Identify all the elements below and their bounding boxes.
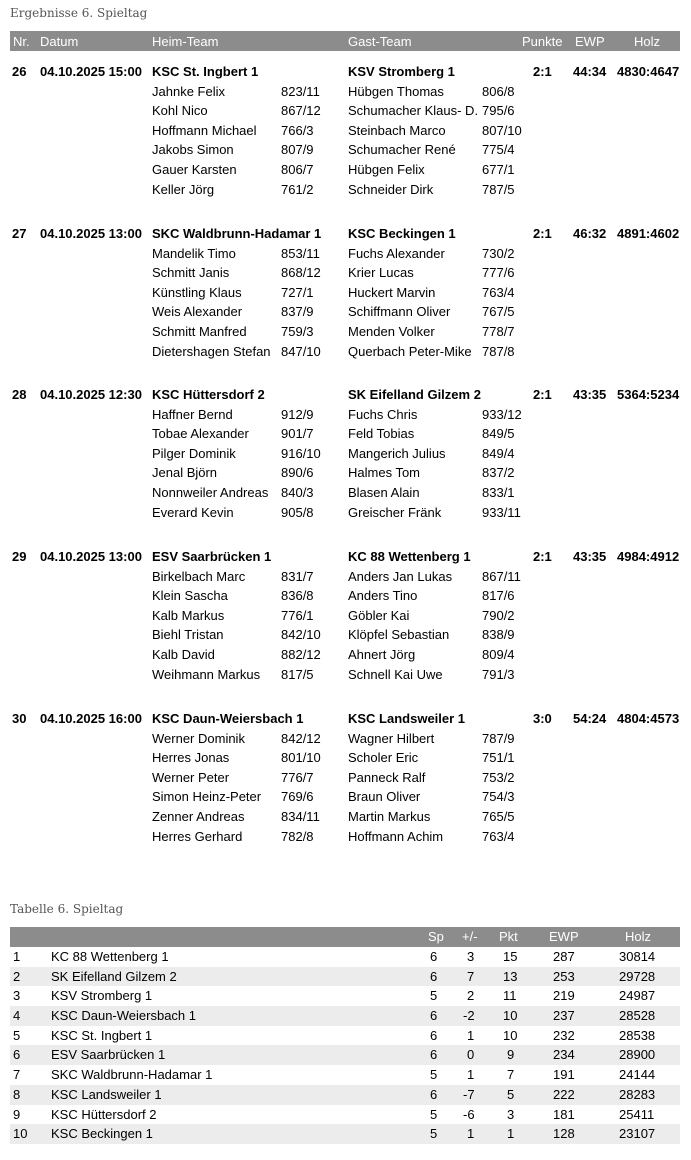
cell-ewp: 287 [553,949,575,964]
cell-diff: 1 [467,1126,475,1142]
home-player-name: Haffner Bernd [152,407,233,422]
home-player-name: Mandelik Timo [152,246,236,261]
away-player-name: Querbach Peter-Mike [348,344,472,359]
col-holz-table: Holz [625,929,652,944]
cell-diff: -6 [463,1106,475,1122]
home-player-name: Jenal Björn [152,465,218,480]
home-player-name: Werner Peter [152,770,230,785]
away-player-name: Scholer Eric [348,750,419,765]
away-team: KSV Stromberg 1 [348,64,455,79]
match-holz: 4984:4912 [617,549,680,564]
col-ewp: EWP [575,34,605,49]
match-ewp: 43:35 [573,387,607,402]
standings-table [10,927,680,1144]
match-ewp: 46:32 [573,226,607,241]
away-player-score: 767/5 [482,304,515,319]
away-team: KC 88 Wettenberg 1 [348,549,471,564]
home-player-name: Birkelbach Marc [152,569,246,584]
cell-rank: 10 [13,1126,28,1142]
cell-team-name: KSC Beckingen 1 [51,1126,153,1142]
home-player-name: Herres Jonas [152,750,230,765]
home-player-name: Tobae Alexander [152,426,249,441]
home-player-score: 867/12 [281,103,321,118]
cell-rank: 6 [13,1047,21,1063]
away-player-name: Panneck Ralf [348,770,426,785]
match-holz: 4830:4647 [617,64,680,79]
cell-diff: 2 [467,988,475,1004]
home-player-score: 776/1 [281,608,314,623]
away-player-name: Hübgen Felix [348,162,425,177]
cell-points: 1 [507,1126,515,1142]
cell-rank: 9 [13,1106,21,1122]
match-ewp: 44:34 [573,64,607,79]
match-date: 04.10.2025 13:00 [40,549,142,564]
cell-points: 9 [507,1047,515,1063]
home-player-score: 782/8 [281,829,314,844]
away-player-score: 795/6 [482,103,515,118]
table-title: Tabelle 6. Spieltag [10,902,124,916]
cell-holz: 24987 [619,988,656,1004]
home-player-name: Kalb Markus [152,608,225,623]
match-date: 04.10.2025 13:00 [40,226,142,241]
col-holz: Holz [634,34,661,49]
col-pkt: Pkt [499,929,518,944]
cell-diff: 1 [467,1067,475,1083]
cell-ewp: 191 [553,1067,575,1083]
away-player-name: Anders Tino [348,588,418,603]
cell-holz: 23107 [619,1126,656,1142]
table-row [10,1026,680,1046]
home-player-score: 868/12 [281,265,321,280]
cell-holz: 28283 [619,1086,656,1102]
cell-ewp: 219 [553,988,575,1004]
match-points: 2:1 [533,226,552,241]
away-player-score: 753/2 [482,770,515,785]
cell-ewp: 181 [553,1106,575,1122]
results-title: Ergebnisse 6. Spieltag [10,6,148,20]
cell-holz: 30814 [619,949,656,964]
match-date: 04.10.2025 16:00 [40,711,142,726]
cell-diff: 0 [467,1047,475,1063]
away-player-score: 790/2 [482,608,515,623]
home-player-name: Kohl Nico [152,103,208,118]
match-date: 04.10.2025 15:00 [40,64,142,79]
cell-rank: 8 [13,1086,21,1102]
cell-holz: 25411 [619,1106,655,1122]
home-player-score: 831/7 [281,569,314,584]
away-player-score: 807/10 [482,123,522,138]
table-row [10,1124,680,1144]
home-player-score: 759/3 [281,324,314,339]
away-player-score: 754/3 [482,789,515,804]
away-player-score: 778/7 [482,324,515,339]
col-gast: Gast-Team [348,34,412,49]
home-player-name: Weihmann Markus [152,667,261,682]
away-player-score: 791/3 [482,667,515,682]
away-player-name: Fuchs Chris [348,407,418,422]
cell-games: 6 [430,968,438,984]
home-player-name: Werner Dominik [152,731,245,746]
home-player-name: Keller Jörg [152,182,215,197]
home-player-score: 727/1 [281,285,314,300]
results-header [10,31,680,51]
home-player-name: Nonnweiler Andreas [152,485,269,500]
away-player-score: 867/11 [482,569,521,584]
match-nr: 30 [12,711,27,726]
away-player-score: 833/1 [482,485,515,500]
away-player-score: 677/1 [482,162,515,177]
home-player-score: 823/11 [281,84,320,99]
away-player-score: 933/12 [482,407,522,422]
home-team: KSC Hüttersdorf 2 [152,387,265,402]
home-player-score: 847/10 [281,344,321,359]
cell-points: 3 [507,1106,515,1122]
home-player-name: Jakobs Simon [152,142,234,157]
home-player-name: Schmitt Janis [152,265,230,280]
cell-diff: 1 [467,1027,475,1043]
home-player-name: Jahnke Felix [152,84,225,99]
match-nr: 29 [12,549,27,564]
cell-team-name: SKC Waldbrunn-Hadamar 1 [51,1067,213,1083]
away-player-score: 817/6 [482,588,515,603]
home-player-score: 776/7 [281,770,314,785]
away-player-name: Schneider Dirk [348,182,434,197]
home-player-name: Dietershagen Stefan [152,344,271,359]
away-team: SK Eifelland Gilzem 2 [348,387,481,402]
cell-ewp: 253 [553,968,575,984]
home-player-name: Hoffmann Michael [152,123,257,138]
home-player-name: Weis Alexander [152,304,243,319]
cell-team-name: ESV Saarbrücken 1 [51,1047,166,1063]
match-points: 2:1 [533,64,552,79]
cell-games: 6 [430,1047,438,1063]
home-player-score: 817/5 [281,667,314,682]
home-player-name: Gauer Karsten [152,162,237,177]
cell-team-name: KC 88 Wettenberg 1 [51,949,169,964]
home-player-name: Schmitt Manfred [152,324,247,339]
cell-holz: 28538 [619,1027,656,1043]
match-date: 04.10.2025 12:30 [40,387,142,402]
match-holz: 4891:4602 [617,226,680,241]
cell-ewp: 232 [553,1027,575,1043]
away-player-score: 775/4 [482,142,515,157]
home-player-name: Zenner Andreas [152,809,245,824]
cell-ewp: 128 [553,1126,575,1142]
away-player-name: Huckert Marvin [348,285,436,300]
cell-games: 5 [430,1106,438,1122]
away-player-name: Blasen Alain [348,485,420,500]
away-player-score: 751/1 [482,750,515,765]
home-player-score: 912/9 [281,407,314,422]
away-player-name: Schumacher Klaus- D. [348,103,479,118]
match-nr: 27 [12,226,27,241]
home-player-score: 834/11 [281,809,320,824]
table-row [10,1045,680,1065]
away-player-score: 730/2 [482,246,515,261]
home-player-score: 840/3 [281,485,314,500]
home-team: ESV Saarbrücken 1 [152,549,272,564]
match-nr: 26 [12,64,27,79]
home-player-name: Everard Kevin [152,505,234,520]
col-ewp-table: EWP [549,929,579,944]
cell-rank: 2 [13,968,21,984]
home-team: KSC Daun-Weiersbach 1 [152,711,304,726]
cell-games: 6 [430,949,438,964]
cell-holz: 28900 [619,1047,656,1063]
cell-team-name: KSC Hüttersdorf 2 [51,1106,157,1122]
home-player-score: 905/8 [281,505,314,520]
col-heim: Heim-Team [152,34,219,49]
home-player-score: 807/9 [281,142,314,157]
cell-diff: 3 [467,949,475,964]
cell-games: 5 [430,1126,438,1142]
cell-games: 5 [430,1067,438,1083]
match-ewp: 54:24 [573,711,607,726]
away-player-score: 777/6 [482,265,515,280]
col-nr: Nr. [13,34,30,49]
away-player-name: Göbler Kai [348,608,410,623]
match-nr: 28 [12,387,27,402]
table-row [10,1105,680,1125]
away-player-name: Krier Lucas [348,265,414,280]
away-team: KSC Landsweiler 1 [348,711,466,726]
match-holz: 4804:4573 [617,711,680,726]
cell-games: 6 [430,1008,438,1024]
away-player-score: 787/9 [482,731,515,746]
home-player-name: Pilger Dominik [152,446,236,461]
cell-games: 5 [430,988,438,1004]
cell-games: 6 [430,1086,438,1102]
table-row [10,1065,680,1085]
cell-ewp: 234 [553,1047,575,1063]
cell-rank: 7 [13,1067,21,1083]
home-player-score: 766/3 [281,123,314,138]
home-player-score: 842/10 [281,627,321,642]
home-player-name: Simon Heinz-Peter [152,789,262,804]
col-punkte: Punkte [522,34,563,49]
cell-team-name: SK Eifelland Gilzem 2 [51,968,177,984]
home-player-score: 890/6 [281,465,314,480]
match-block [0,711,691,901]
away-player-score: 763/4 [482,285,515,300]
away-player-score: 837/2 [482,465,515,480]
match-points: 3:0 [533,711,552,726]
away-player-name: Halmes Tom [348,465,421,480]
away-player-name: Feld Tobias [348,426,415,441]
cell-ewp: 237 [553,1008,575,1024]
table-row [10,967,680,987]
away-player-name: Schnell Kai Uwe [348,667,443,682]
home-team: KSC St. Ingbert 1 [152,64,259,79]
home-player-score: 882/12 [281,647,321,662]
away-player-score: 787/8 [482,344,515,359]
away-player-name: Greischer Fränk [348,505,442,520]
cell-diff: -7 [463,1086,475,1102]
standings-header [10,927,680,947]
cell-points: 10 [503,1008,518,1024]
home-player-name: Kalb David [152,647,215,662]
table-row [10,1006,680,1026]
cell-diff: 7 [467,968,475,984]
away-player-name: Menden Volker [348,324,435,339]
home-player-score: 853/11 [281,246,320,261]
away-player-name: Mangerich Julius [348,446,446,461]
home-player-score: 916/10 [281,446,321,461]
home-player-score: 842/12 [281,731,321,746]
col-diff: +/- [462,929,478,944]
away-player-score: 849/4 [482,446,515,461]
home-player-score: 761/2 [281,182,314,197]
home-player-score: 806/7 [281,162,314,177]
away-player-score: 849/5 [482,426,515,441]
away-player-score: 809/4 [482,647,515,662]
cell-holz: 29728 [619,968,656,984]
cell-holz: 24144 [619,1067,656,1083]
table-row [10,986,680,1006]
home-player-name: Herres Gerhard [152,829,243,844]
cell-points: 11 [503,988,517,1004]
cell-diff: -2 [463,1008,475,1024]
cell-rank: 3 [13,988,21,1004]
away-player-name: Hübgen Thomas [348,84,444,99]
cell-points: 13 [503,968,518,984]
away-player-name: Steinbach Marco [348,123,446,138]
home-player-score: 801/10 [281,750,321,765]
cell-team-name: KSC St. Ingbert 1 [51,1027,153,1043]
cell-points: 5 [507,1086,515,1102]
away-player-name: Ahnert Jörg [348,647,416,662]
cell-games: 6 [430,1027,438,1043]
away-player-score: 933/11 [482,505,521,520]
home-player-name: Künstling Klaus [152,285,242,300]
cell-team-name: KSC Landsweiler 1 [51,1086,162,1102]
away-player-name: Wagner Hilbert [348,731,435,746]
cell-points: 7 [507,1067,515,1083]
cell-ewp: 222 [553,1086,575,1102]
cell-rank: 1 [13,949,21,964]
cell-team-name: KSC Daun-Weiersbach 1 [51,1008,196,1024]
col-sp: Sp [428,929,444,944]
away-player-name: Schiffmann Oliver [348,304,451,319]
cell-holz: 28528 [619,1008,656,1024]
away-player-name: Schumacher René [348,142,456,157]
home-player-score: 901/7 [281,426,314,441]
home-player-name: Klein Sascha [152,588,228,603]
match-holz: 5364:5234 [617,387,680,402]
away-player-name: Anders Jan Lukas [348,569,453,584]
away-player-score: 787/5 [482,182,515,197]
cell-points: 10 [503,1027,518,1043]
away-player-score: 763/4 [482,829,515,844]
home-player-score: 836/8 [281,588,314,603]
home-player-score: 769/6 [281,789,314,804]
away-player-score: 806/8 [482,84,515,99]
table-row [10,947,680,967]
match-ewp: 43:35 [573,549,607,564]
away-team: KSC Beckingen 1 [348,226,456,241]
home-player-score: 837/9 [281,304,314,319]
match-points: 2:1 [533,387,552,402]
cell-team-name: KSV Stromberg 1 [51,988,153,1004]
away-player-name: Braun Oliver [348,789,421,804]
away-player-score: 765/5 [482,809,515,824]
away-player-name: Fuchs Alexander [348,246,445,261]
table-row [10,1085,680,1105]
away-player-score: 838/9 [482,627,515,642]
away-player-name: Martin Markus [348,809,431,824]
cell-rank: 4 [13,1008,21,1024]
away-player-name: Klöpfel Sebastian [348,627,450,642]
col-datum: Datum [40,34,79,49]
away-player-name: Hoffmann Achim [348,829,444,844]
home-team: SKC Waldbrunn-Hadamar 1 [152,226,322,241]
match-points: 2:1 [533,549,552,564]
cell-rank: 5 [13,1027,21,1043]
cell-points: 15 [503,949,518,964]
home-player-name: Biehl Tristan [152,627,224,642]
